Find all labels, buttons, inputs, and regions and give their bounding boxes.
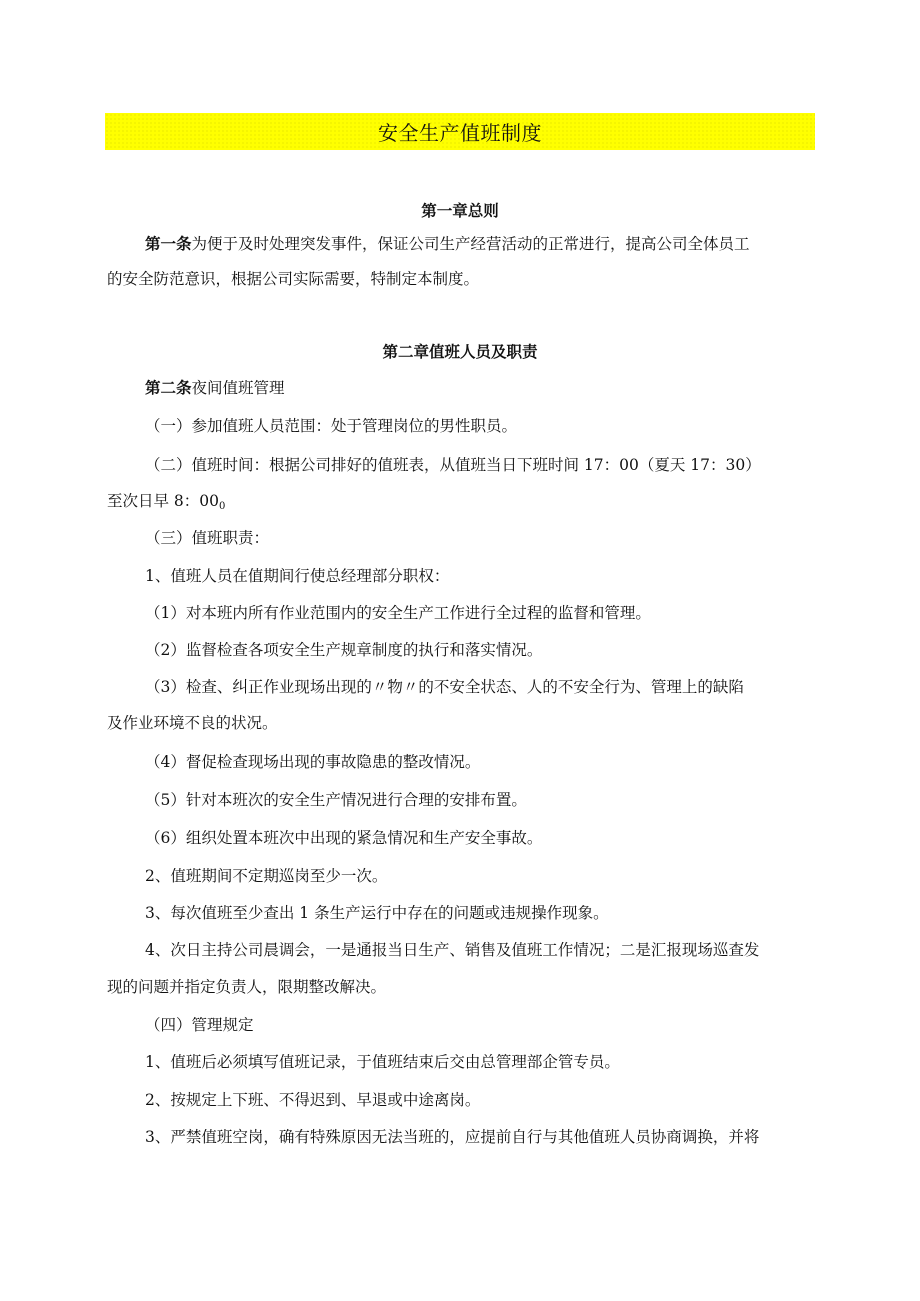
duty4-line1: 4、次日主持公司晨调会，一是通报当日生产、销售及值班工作情况；二是汇报现场巡查发 [145, 941, 760, 959]
chapter2-heading: 第二章值班人员及职责 [382, 342, 538, 361]
duty1-5: （5）针对本班次的安全生产情况进行合理的安排布置。 [145, 791, 527, 809]
item1: （一）参加值班人员范围：处于管理岗位的男性职员。 [145, 417, 518, 435]
article1-line1 [145, 234, 750, 254]
duty2: 2、值班期间不定期巡岗至少一次。 [145, 867, 388, 885]
rule1: 1、值班后必须填写值班记录，于值班结束后交由总管理部企管专员。 [145, 1053, 620, 1071]
chapter1-heading: 第一章总则 [421, 201, 499, 220]
article2-line [145, 378, 285, 398]
article2-text: 夜间值班管理 [191, 379, 285, 397]
article1-text: 为便于及时处理突发事件，保证公司生产经营活动的正常进行，提高公司全体员工 [191, 235, 750, 253]
item3: （三）值班职责： [145, 529, 270, 547]
item4: （四）管理规定 [145, 1016, 254, 1034]
item2-line2 [107, 491, 225, 517]
item2-subscript: 0 [219, 501, 226, 512]
item2-line1: （二）值班时间：根据公司排好的值班表，从值班当日下班时间 17：00（夏天 17：30） [145, 456, 761, 474]
duty1-2: （2）监督检查各项安全生产规章制度的执行和落实情况。 [145, 641, 543, 659]
item2-line2-text: 至次日早 8：00 [107, 492, 220, 510]
duty3: 3、每次值班至少查出 1 条生产运行中存在的问题或违规操作现象。 [145, 904, 609, 922]
duty1-1: （1）对本班内所有作业范围内的安全生产工作进行全过程的监督和管理。 [145, 604, 651, 622]
duty1-6: （6）组织处置本班次中出现的紧急情况和生产安全事故。 [145, 829, 543, 847]
duty1-3-line2: 及作业环境不良的状况。 [107, 714, 278, 732]
rule3: 3、严禁值班空岗，确有特殊原因无法当班的，应提前自行与其他值班人员协商调换，并将 [145, 1128, 760, 1146]
rule2: 2、按规定上下班、不得迟到、早退或中途离岗。 [145, 1091, 481, 1109]
duty1: 1、值班人员在值期间行使总经理部分职权： [145, 567, 450, 585]
article2-label: 第二条 [145, 378, 192, 397]
document-title: 安全生产值班制度 [378, 121, 542, 145]
article1-label: 第一条 [145, 234, 192, 253]
duty1-4: （4）督促检查现场出现的事故隐患的整改情况。 [145, 753, 481, 771]
title-banner [105, 113, 815, 150]
article1-line2: 的安全防范意识，根据公司实际需要，特制定本制度。 [107, 270, 480, 288]
duty4-line2: 现的问题并指定负责人，限期整改解决。 [107, 978, 387, 996]
duty1-3-line1: （3）检查、纠正作业现场出现的〃物〃的不安全状态、人的不安全行为、管理上的缺陷 [145, 678, 744, 696]
